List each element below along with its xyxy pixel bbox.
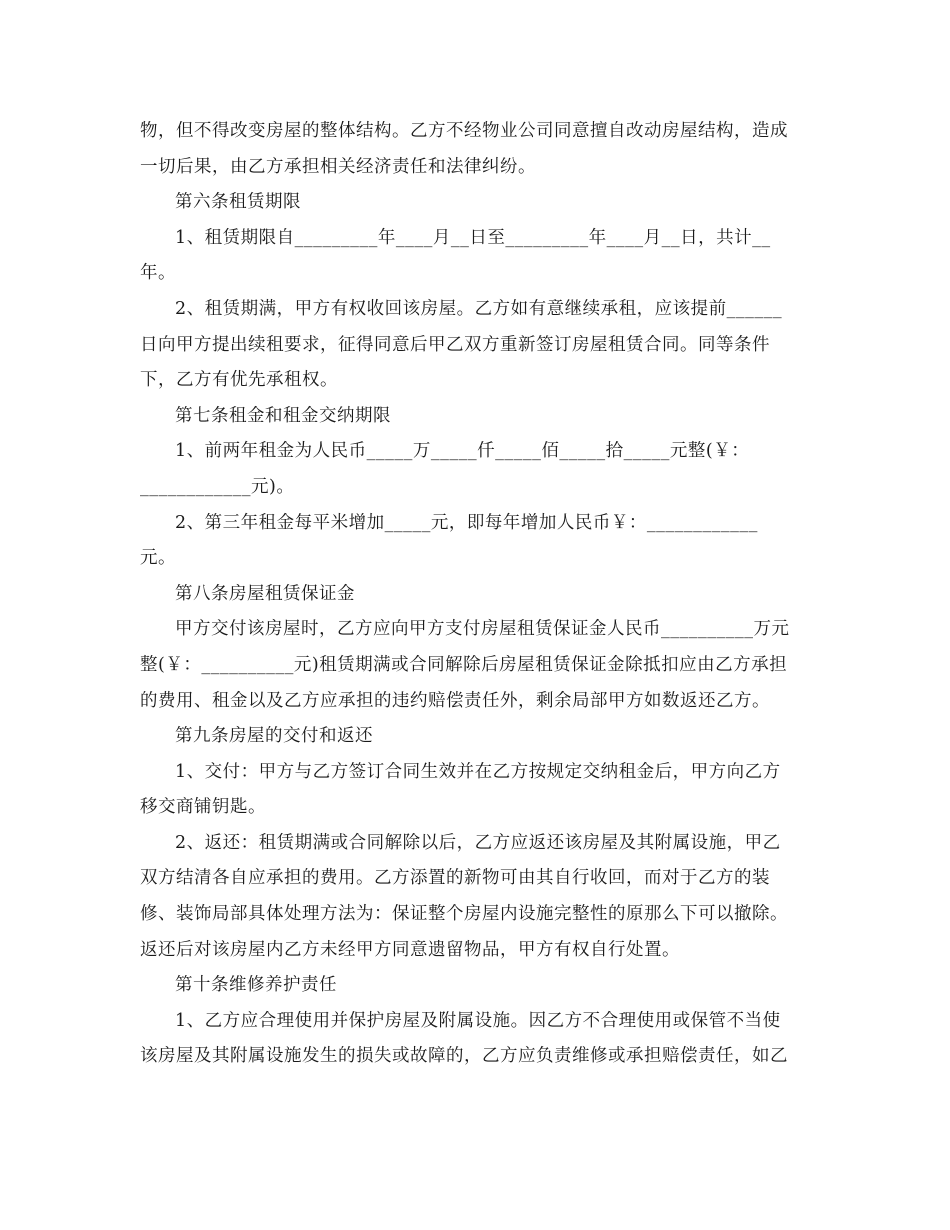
text-line: 1、乙方应合理使用并保护房屋及附属设施。因乙方不合理使用或保管不当使 bbox=[175, 1010, 781, 1031]
text-line: 的费用、租金以及乙方应承担的违约赔偿责任外，剩余局部甲方如数返还乙方。 bbox=[140, 690, 770, 711]
text-line: 1、租赁期限自_________年____月__日至_________年____月__日，共计__ bbox=[175, 227, 771, 248]
paragraph bbox=[140, 434, 812, 505]
document-body bbox=[140, 114, 812, 1075]
text-line: 年。 bbox=[140, 263, 176, 284]
text-line: 物，但不得改变房屋的整体结构。乙方不经物业公司同意擅自改动房屋结构，造成 bbox=[140, 121, 788, 141]
text-line: 日向甲方提出续租要求，征得同意后甲乙双方重新签订房屋租赁合同。同等条件 bbox=[140, 334, 770, 355]
text-line: ____________元)。 bbox=[140, 476, 295, 497]
paragraph bbox=[140, 826, 812, 968]
text-line: 修、装饰局部具体处理方法为：保证整个房屋内设施完整性的原那么下可以撤除。 bbox=[140, 904, 788, 925]
section-heading bbox=[140, 968, 812, 1004]
text-line: 双方结清各自应承担的费用。乙方添置的新物可由其自行收回，而对于乙方的装 bbox=[140, 868, 770, 889]
text-line: 第九条房屋的交付和返还 bbox=[175, 726, 373, 747]
text-line: 1、交付：甲方与乙方签订合同生效并在乙方按规定交纳租金后，甲方向乙方 bbox=[175, 761, 781, 782]
text-line: 返还后对该房屋内乙方未经甲方同意遗留物品，甲方有权自行处置。 bbox=[140, 939, 680, 960]
text-line: 移交商铺钥匙。 bbox=[140, 797, 266, 818]
text-line: 元。 bbox=[140, 548, 176, 569]
text-line: 下，乙方有优先承租权。 bbox=[140, 370, 338, 391]
text-line: 一切后果，由乙方承担相关经济责任和法律纠纷。 bbox=[140, 156, 536, 177]
paragraph bbox=[140, 114, 812, 185]
text-line: 该房屋及其附属设施发生的损失或故障的，乙方应负责维修或承担赔偿责任，如乙 bbox=[140, 1046, 788, 1067]
section-heading bbox=[140, 185, 812, 221]
text-line: 2、返还：租赁期满或合同解除以后，乙方应返还该房屋及其附属设施，甲乙 bbox=[175, 832, 781, 853]
paragraph bbox=[140, 292, 812, 399]
section-heading bbox=[140, 577, 812, 613]
text-line: 第七条租金和租金交纳期限 bbox=[175, 405, 391, 426]
text-line: 第六条租赁期限 bbox=[175, 192, 301, 213]
text-line: 2、第三年租金每平米增加_____元，即每年增加人民币￥：____________ bbox=[175, 512, 758, 533]
paragraph bbox=[140, 506, 812, 577]
text-line: 第十条维修养护责任 bbox=[175, 975, 337, 996]
text-line: 第八条房屋租赁保证金 bbox=[175, 583, 355, 604]
section-heading bbox=[140, 719, 812, 755]
text-line: 2、租赁期满，甲方有权收回该房屋。乙方如有意继续承租，应该提前______ bbox=[175, 298, 783, 319]
paragraph bbox=[140, 1004, 812, 1075]
paragraph bbox=[140, 755, 812, 826]
paragraph bbox=[140, 221, 812, 292]
text-line: 1、前两年租金为人民币_____万_____仟_____佰_____拾_____元整(￥： bbox=[175, 441, 750, 462]
text-line: 甲方交付该房屋时，乙方应向甲方支付房屋租赁保证金人民币__________万元 bbox=[175, 619, 790, 640]
section-heading bbox=[140, 399, 812, 435]
paragraph bbox=[140, 612, 812, 719]
text-line: 整(￥：__________元)租赁期满或合同解除后房屋租赁保证金除抵扣应由乙方承担 bbox=[140, 654, 788, 675]
